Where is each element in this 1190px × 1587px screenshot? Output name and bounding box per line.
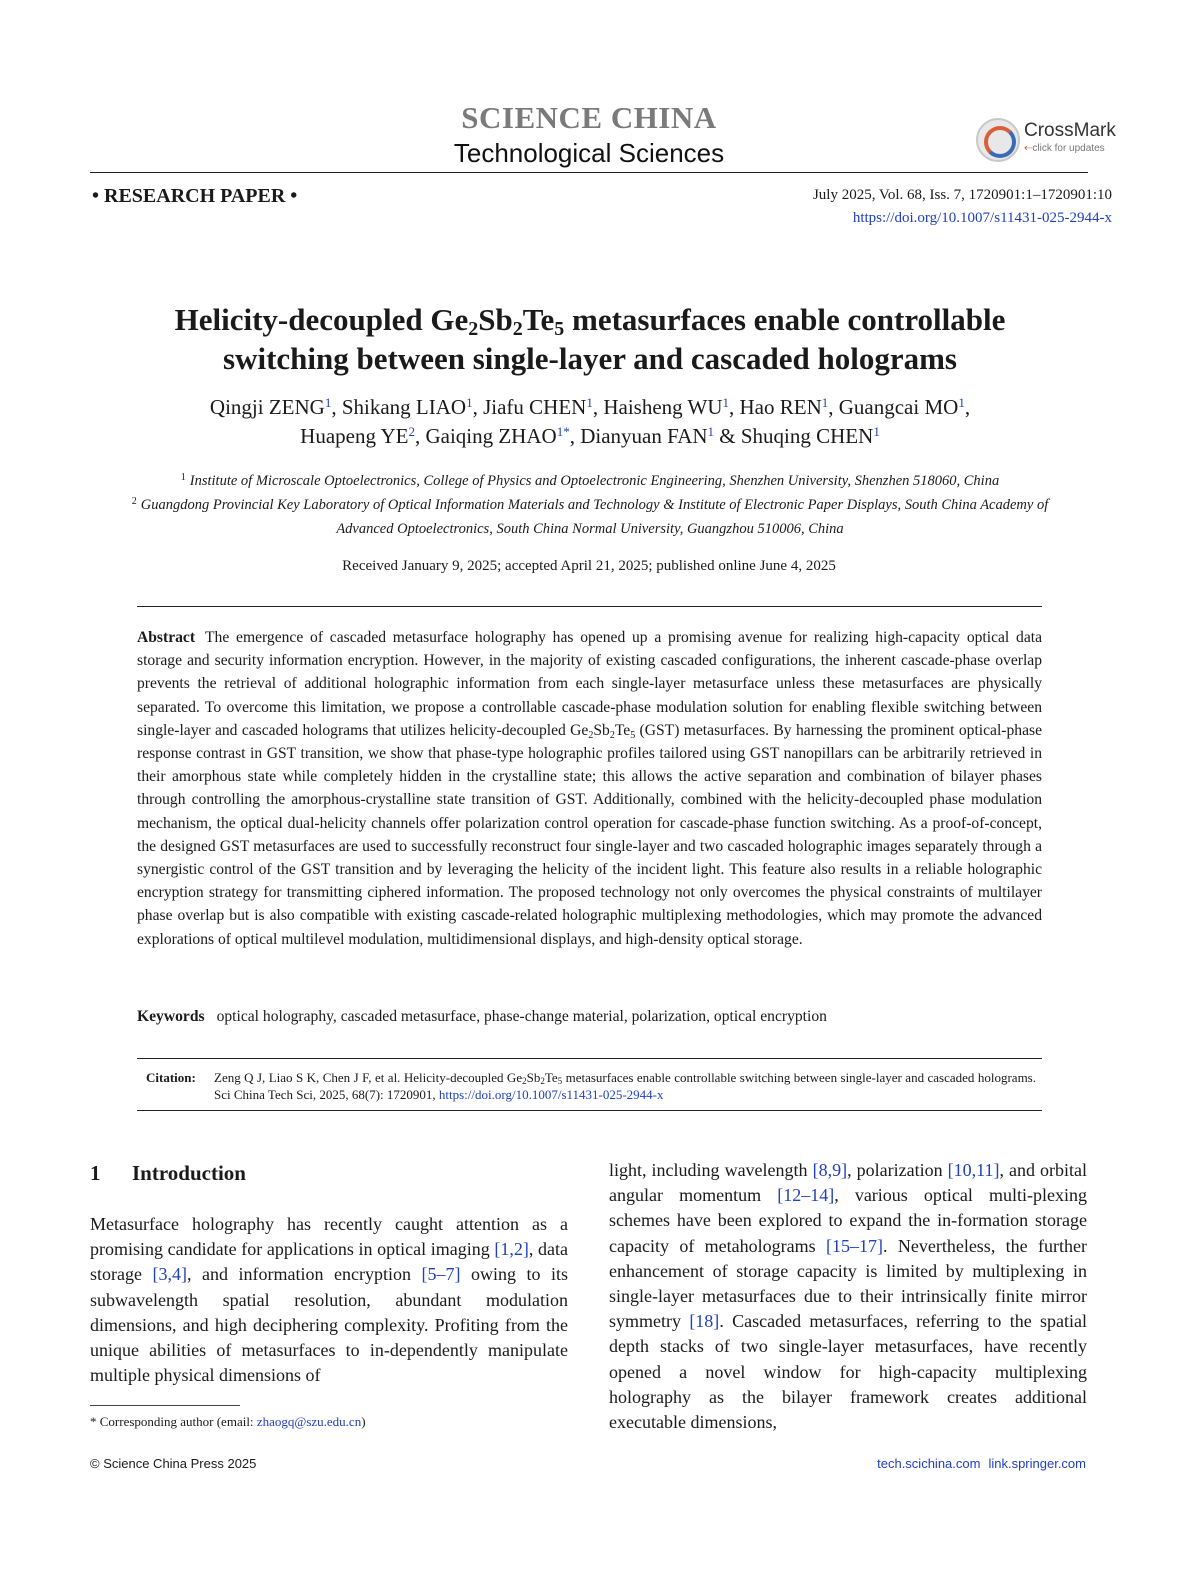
body-text: , polarization [847, 1160, 948, 1180]
body-text: owing to its subwavelength spatial resolution, abundant modulation dimensions, and high deciphering complexity. Profiting from the unique abilities of metasurfaces to in-dependently manipulate multiple physical dimensions of [90, 1264, 568, 1386]
journal-name: SCIENCE CHINA [461, 100, 717, 135]
author: Qingji ZENG$^1$ [209, 395, 332, 419]
abstract: Abstract The emergence of cascaded metasurface holography has opened up a promising avenue for realizing high-capacity optical data storage and security information encryption. However, in the majority of existing cascaded configurations, the inherent cascade-phase overlap prevents the retrieval of additional holographic information from each single-layer metasurface unless these metasurfaces are physically separated. To overcome this limitation, we propose a controllable cascade-phase modulation solution for enabling flexible switching between single-layer and cascaded holograms that utilizes helicity-decoupled $Ge_2Sb_2Te_5$ (GST) metasurfaces. By harnessing the prominent optical-phase response contrast in GST transition, we show that phase-type holographic profiles tailored using GST nanopillars can be arbitrarily retrieved in their amorphous state while completely hidden in the crystalline state; this allows the active separation and combination of bilayer phases through controlling the amorphous-crystalline state transition of GST. Additionally, combined with the helicity-decoupled phase modulation mechanism, the optical dual-helicity channels offer polarization control operation for cascade-phase function switching. As a proof-of-concept, the designed GST metasurfaces are used to successfully reconstruct four single-layer and two cascaded holographic images separately through a synergistic control of the GST transition and by leveraging the helicity of the incident light. This feature also results in a reliable holographic encryption strategy for transmitting ciphered information. The proposed technology not only overcomes the physical constraints of multilayer phase overlap but is also compatible with existing cascade-related holographic multiplexing methodologies, which may promote the advanced explorations of optical multilevel modulation, multidimensional displays, and high-density optical storage. [137, 629, 1042, 948]
author: Shuqing CHEN$^1$ [740, 424, 880, 448]
citation-ref-link[interactable]: [5–7] [421, 1264, 461, 1285]
crossmark-sub: ⇠click for updates [1024, 143, 1105, 154]
citation-top-rule [137, 1058, 1042, 1059]
author: Shikang LIAO$^1$ [341, 395, 473, 419]
journal-subtitle: Technological Sciences [453, 138, 725, 168]
author: Jiafu CHEN$^1$ [483, 395, 593, 419]
citation-ref-link[interactable]: [10,11] [947, 1160, 1000, 1180]
body-text: , various optical multi-plexing schemes have been explored to expand the in-formation storage capacity of metaholograms [609, 1185, 1088, 1256]
affiliations [110, 469, 1070, 541]
citation-ref-link[interactable]: [1,2] [494, 1239, 529, 1260]
section-heading: 1 Introduction [90, 1161, 246, 1185]
citation-box [146, 1069, 1036, 1103]
citation-doi-link[interactable]: https://doi.org/10.1007/s11431-025-2944-x [438, 1087, 664, 1102]
issue-line: July 2025, Vol. 68, Iss. 7, 1720901:1–1720901:10 [812, 187, 1112, 203]
body-text: Metasurface holography has recently caught attention as a promising candidate for applications in optical imaging [90, 1214, 568, 1260]
citation-ref-link[interactable]: [18] [689, 1311, 720, 1332]
affiliation: $^1$ Institute of Microscale Optoelectronics, College of Physics and Optoelectronic Engineering, Shenzhen University, Shenzhen 518060, China [180, 472, 1000, 489]
header-rule [90, 172, 1088, 173]
site-link[interactable]: tech.scichina.com [877, 1456, 981, 1471]
email-link[interactable]: zhaogq@szu.edu.cn [256, 1414, 362, 1429]
crossmark-label: CrossMark [1024, 120, 1116, 141]
corresponding-author-note: * Corresponding author (email: zhaogq@szu.edu.cn) [90, 1414, 366, 1429]
body-text: . Nevertheless, the further enhancement of storage capacity is limited by multiplexing in single-layer metasurfaces due to their intrinsically finite mirror symmetry [609, 1235, 1087, 1332]
author: Gaiqing $ZHAO^{1*}$ [425, 424, 570, 448]
crossmark-icon [976, 118, 1020, 162]
authors-and: & [719, 424, 736, 448]
author: Dianyuan FAN$^1$ [580, 424, 715, 448]
article-type: • RESEARCH PAPER • [92, 185, 298, 207]
citation-ref-link[interactable]: [12–14] [777, 1185, 835, 1206]
abstract-top-rule [137, 606, 1042, 607]
body-text: , and orbital angular momentum [609, 1160, 1088, 1206]
affiliation: $^2$ Guangdong Provincial Key Laboratory of Optical Information Materials and Technology & Institute of Electronic Paper Displays, South China Academy of Advanced Optoelectronics, South China Normal University, Guangzhou 510006, China [131, 496, 1049, 537]
citation-text: Zeng Q J, Liao S K, Chen J F, et al. Helicity-decoupled $Ge_2Sb_2Te_5$ metasurfaces enable controllable switching between single-layer and cascaded holograms. Sci China Tech Sci, 2025, 68(7): 1720901, https://doi.org/10.1007/s11431-025-2944-x [214, 1070, 1036, 1102]
abstract-label: Abstract [137, 629, 196, 646]
citation-ref-link[interactable]: [3,4] [152, 1264, 187, 1285]
citation-label: Citation: [146, 1070, 196, 1085]
paper-title: Helicity-decoupled $Ge_2Sb_2Te_5$ metasurfaces enable controllable switching between single-layer and cascaded holograms [174, 302, 1006, 376]
citation-ref-link[interactable]: [8,9] [812, 1160, 848, 1180]
body-text: light, including wavelength [609, 1160, 813, 1180]
body-column-right [609, 1158, 1087, 1435]
author: Guangcai $MO^1$ [838, 395, 965, 419]
author: Haisheng $WU^1$ [603, 395, 729, 419]
body-text: , data storage [90, 1239, 568, 1285]
keywords: Keywords optical holography, cascaded metasurface, phase-change material, polarization, optical encryption [137, 1008, 827, 1025]
crossmark-badge[interactable] [976, 118, 1116, 162]
received-dates: Received January 9, 2025; accepted April 21, 2025; published online June 4, 2025 [342, 558, 836, 574]
citation-ref-link[interactable]: [15–17] [826, 1235, 883, 1256]
body-text: , and information encryption [186, 1264, 422, 1285]
arrow-left-icon: ⇠ [1024, 143, 1033, 154]
citation-bottom-rule [137, 1110, 1042, 1111]
copyright: © Science China Press 2025 [90, 1456, 257, 1471]
doi-link[interactable]: https://doi.org/10.1007/s11431-025-2944-x [852, 210, 1112, 226]
author-list: Qingji ZENG$^1$, Shikang LIAO$^1$, Jiafu CHEN$^1$, Haisheng $WU^1$, Hao REN$^1$, Guangcai $MO^1$, Huapeng $YE^2$, Gaiqing $ZHAO^{1*}$, Dianyuan FAN$^1$ & Shuqing CHEN$^1$ [209, 395, 971, 448]
site-link[interactable]: link.springer.com [988, 1456, 1086, 1471]
author: Hao REN$^1$ [739, 395, 829, 419]
body-column-left [90, 1212, 568, 1388]
keywords-label: Keywords [137, 1008, 205, 1025]
footnote-rule [90, 1405, 240, 1406]
footer-links [877, 1456, 1086, 1471]
author: Huapeng $YE^2$ [300, 424, 415, 448]
body-text: . Cascaded metasurfaces, referring to the spatial depth stacks of two single-layer metasurfaces, have recently opened a novel window for high-capacity multiplexing holography as the bilayer framework creates additional executable dimensions, [609, 1311, 1087, 1433]
